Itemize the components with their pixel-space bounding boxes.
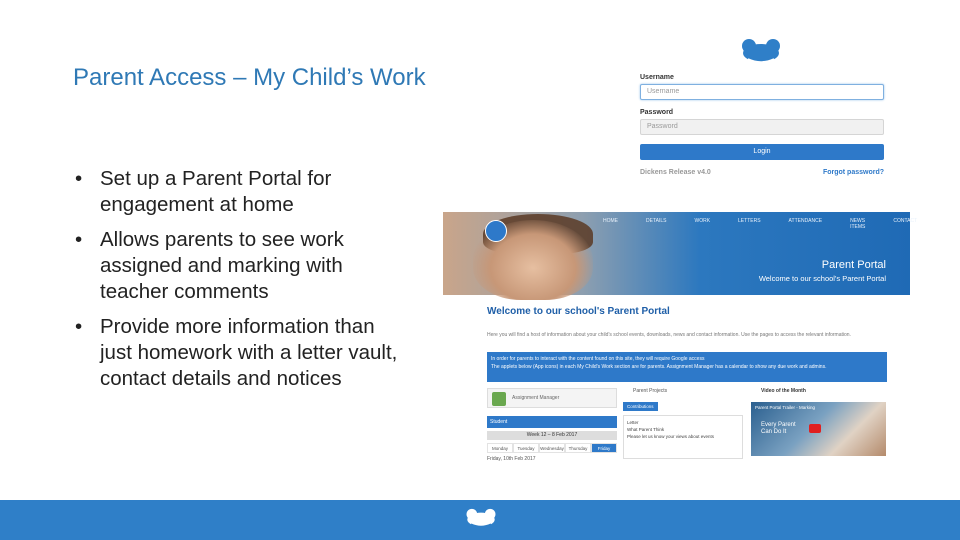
assignment-manager-header xyxy=(487,388,617,408)
portal-subtitle: Welcome to our school's Parent Portal xyxy=(758,274,886,283)
video-caption: Every Parent Can Do It xyxy=(761,422,796,435)
login-footer xyxy=(640,169,884,176)
release-version: Dickens Release v4.0 xyxy=(640,169,711,176)
password-input[interactable]: Password xyxy=(640,119,884,135)
bullet-item: • Set up a Parent Portal for engagement at home xyxy=(75,167,332,216)
day-tab[interactable]: Wednesday xyxy=(539,443,565,453)
assignment-manager-widget xyxy=(487,388,617,468)
bullet-item: • Provide more information than just homework with a letter vault, contact details and notices xyxy=(75,315,398,390)
parent-projects-widget xyxy=(623,388,743,468)
day-tab[interactable]: Thursday xyxy=(565,443,591,453)
day-tab[interactable]: Monday xyxy=(487,443,513,453)
frog-logo-icon xyxy=(465,508,497,533)
slide-title: Parent Access – My Child’s Work xyxy=(73,64,426,91)
contributions-tab[interactable]: Contributions xyxy=(623,402,658,411)
portal-nav xyxy=(603,218,917,230)
portal-banner xyxy=(443,212,918,295)
date-range[interactable]: Week 12 – 8 Feb 2017 xyxy=(487,431,617,440)
frog-logo-icon xyxy=(740,38,782,69)
portal-nav-item[interactable]: LETTERS xyxy=(738,218,761,224)
day-tab[interactable]: Tuesday xyxy=(513,443,539,453)
day-tabs xyxy=(487,443,617,453)
portal-welcome-heading: Welcome to our school's Parent Portal xyxy=(487,306,670,317)
portal-nav-item[interactable]: HOME xyxy=(603,218,618,224)
today-label: Friday, 10th Feb 2017 xyxy=(487,456,536,462)
portal-title: Parent Portal xyxy=(821,259,886,271)
bullet-item: • Allows parents to see work assigned and marking with teacher comments xyxy=(75,228,344,303)
password-label: Password xyxy=(640,109,674,116)
bullet-list xyxy=(73,166,403,401)
portal-info-bar xyxy=(487,352,887,382)
username-input[interactable]: Username xyxy=(640,84,884,100)
portal-nav-item[interactable]: DETAILS xyxy=(646,218,667,224)
forgot-password-link[interactable]: Forgot password? xyxy=(822,169,884,176)
box-line: Please let us know your views about events xyxy=(627,434,715,439)
video-title: Parent Portal Trailer - Marking xyxy=(755,405,816,410)
video-player[interactable] xyxy=(751,402,886,456)
parent-portal-screenshot xyxy=(443,212,918,464)
portal-logo-icon xyxy=(485,220,507,242)
portal-nav-item[interactable]: WORK xyxy=(694,218,711,224)
video-widget xyxy=(751,388,886,468)
assignment-icon xyxy=(492,392,506,406)
portal-intro-text: Here you will find a host of information about your child's school events, downloads, news and contact information. Use the pages to access the relevant information. xyxy=(487,332,851,338)
portal-nav-item[interactable]: NEWS ITEMS xyxy=(850,218,866,230)
info-line: The applets below (App icons) in each My Child's Work section are for parents. Assignment Manager has a calendar to show any due work and admins. xyxy=(491,364,827,370)
parent-projects-box xyxy=(623,415,743,459)
box-line[interactable]: What Parent Think xyxy=(627,427,665,432)
video-widget-title: Video of the Month xyxy=(761,388,806,394)
box-line: Letter xyxy=(627,420,639,425)
bullet-dot: • xyxy=(75,167,83,190)
bullet-dot: • xyxy=(75,228,83,251)
login-form xyxy=(640,74,884,176)
student-selector[interactable]: Student xyxy=(487,416,617,428)
parent-projects-title: Parent Projects xyxy=(633,388,668,394)
info-line: In order for parents to interact with the content found on this site, they will require Google access xyxy=(491,356,705,362)
bullet-dot: • xyxy=(75,315,83,338)
login-button[interactable]: Login xyxy=(640,144,884,160)
play-icon[interactable] xyxy=(809,424,821,433)
day-tab-active[interactable]: Friday xyxy=(591,443,617,453)
username-label: Username xyxy=(640,74,674,81)
portal-nav-item[interactable]: ATTENDANCE xyxy=(788,218,823,224)
portal-nav-item[interactable]: CONTACT xyxy=(893,218,918,224)
assignment-manager-title: Assignment Manager xyxy=(512,395,560,401)
